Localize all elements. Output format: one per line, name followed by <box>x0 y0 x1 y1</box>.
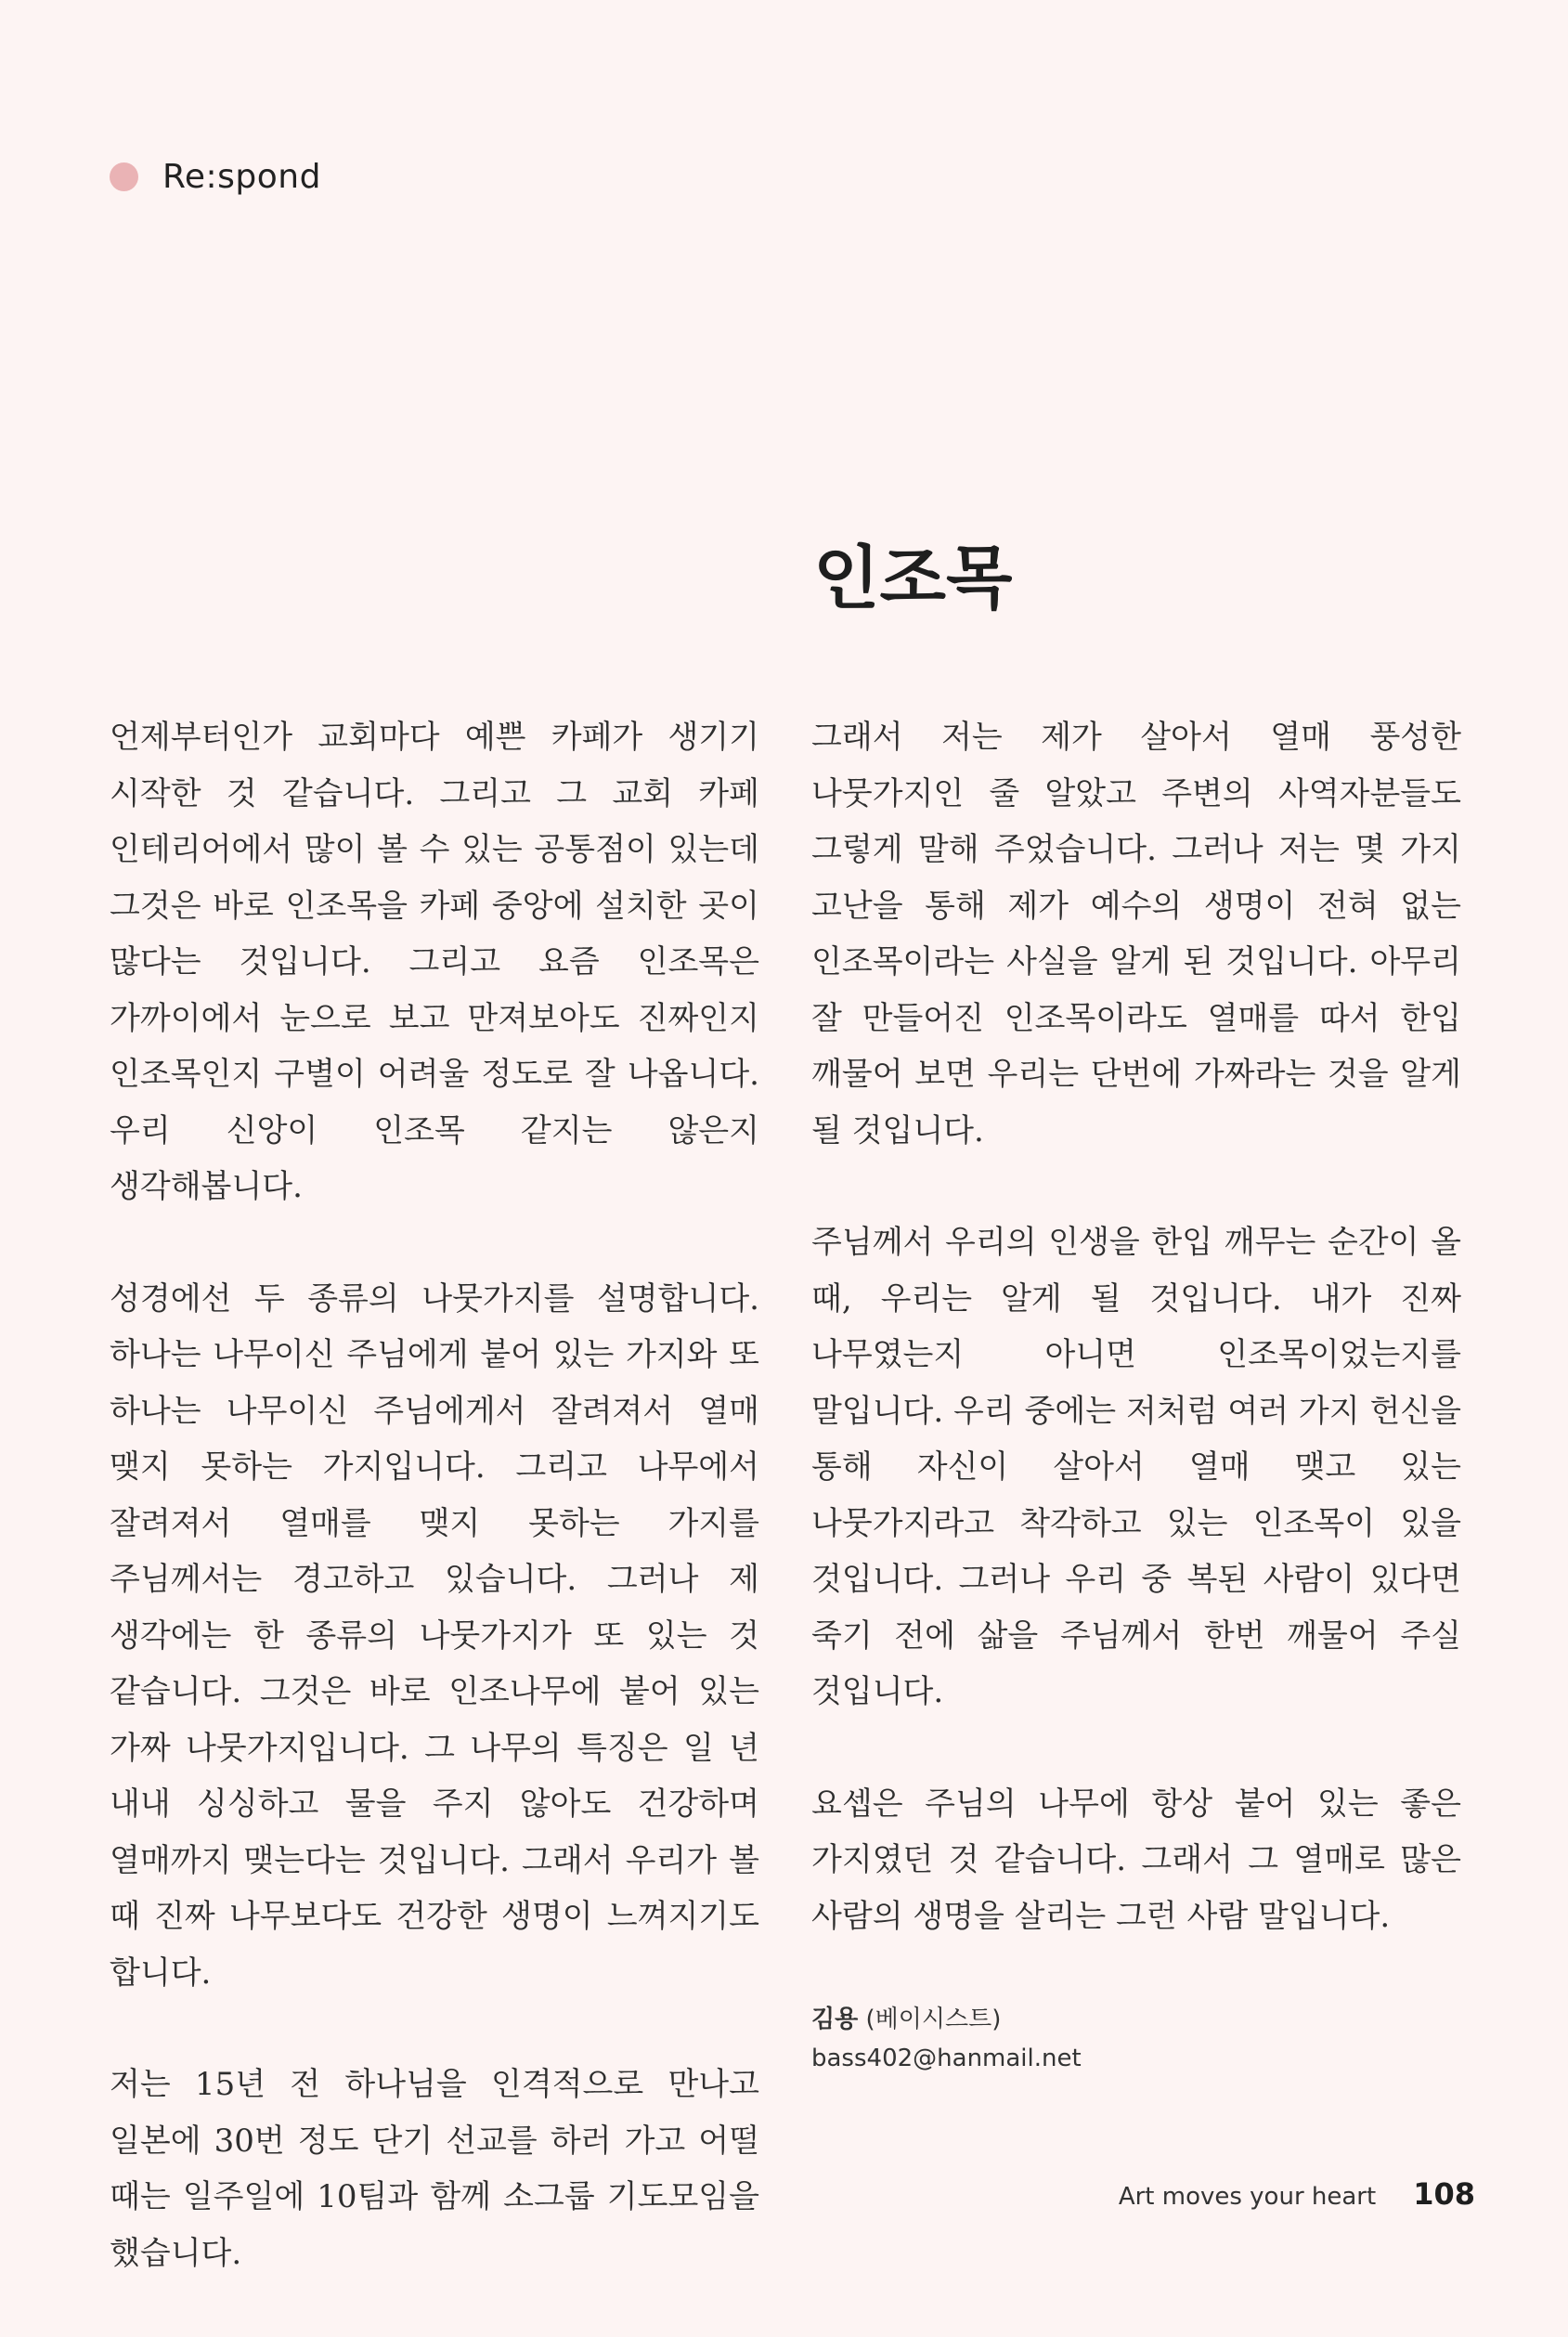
footer-tagline: Art moves your heart <box>1118 2183 1377 2211</box>
page-number: 108 <box>1413 2176 1475 2212</box>
author-line <box>811 2000 1461 2039</box>
body-paragraph: 성경에선 두 종류의 나뭇가지를 설명합니다. 하나는 나무이신 주님에게 붙어 있는 가지와 또 하나는 나무이신 주님에게서 잘려져서 열매 맺지 못하는 가지입니다. 그리고 나무에서 잘려져서 열매를 맺지 못하는 가지를 주님께서는 경고하고 있습니다. 그러나 제 생각에는 한 종류의 나뭇가지가 또 있는 것 같습니다. 그것은 바로 인조나무에 붙어 있는 가짜 나뭇가지입니다. 그 나무의 특징은 일 년 내내 싱싱하고 물을 주지 않아도 건강하며 열매까지 맺는다는 것입니다. 그래서 우리가 볼 때 진짜 나무보다도 건강한 생명이 느껴지기도 합니다. <box>110 1279 759 1992</box>
body-paragraph: 주님께서 우리의 인생을 한입 깨무는 순간이 올 때, 우리는 알게 될 것입니다. 내가 진짜 나무였는지 아니면 인조목이었는지를 말입니다. 우리 중에는 저처럼 여러 가지 헌신을 통해 자신이 살아서 열매 맺고 있는 나뭇가지라고 착각하고 있는 인조목이 있을 것입니다. 그러나 우리 중 복된 사람이 있다면 죽기 전에 삶을 주님께서 한번 깨물어 주실 것입니다. <box>811 1224 1461 1710</box>
author-email: bass402@hanmail.net <box>811 2045 1082 2072</box>
section-tag <box>110 158 321 196</box>
section-dot-icon <box>110 162 138 191</box>
body-paragraph: 요셉은 주님의 나무에 항상 붙어 있는 좋은 가지였던 것 같습니다. 그래서 그 열매로 많은 사람의 생명을 살리는 그런 사람 말입니다. <box>811 1785 1461 1935</box>
right-column <box>811 709 1461 2078</box>
body-paragraph: 저는 15년 전 하나님을 인격적으로 만나고 일본에 30번 정도 단기 선교를 하러 가고 어떨 때는 일주일에 10팀과 함께 소그룹 기도모임을 했습니다. <box>110 2066 759 2272</box>
article-title: 인조목 <box>813 539 1013 618</box>
author-role: (베이시스트) <box>865 2006 1002 2033</box>
body-paragraph: 그래서 저는 제가 살아서 열매 풍성한 나뭇가지인 줄 알았고 주변의 사역자분들도 그렇게 말해 주었습니다. 그러나 저는 몇 가지 고난을 통해 제가 예수의 생명이 전혀 없는 인조목이라는 사실을 알게 된 것입니다. 아무리 잘 만들어진 인조목이라도 열매를 따서 한입 깨물어 보면 우리는 단번에 가짜라는 것을 알게 될 것입니다. <box>811 719 1461 1149</box>
left-column <box>110 709 759 2337</box>
body-paragraph: 언제부터인가 교회마다 예쁜 카페가 생기기 시작한 것 같습니다. 그리고 그 교회 카페 인테리어에서 많이 볼 수 있는 공통점이 있는데 그것은 바로 인조목을 카페 중앙에 설치한 곳이 많다는 것입니다. 그리고 요즘 인조목은 가까이에서 눈으로 보고 만져보아도 진짜인지 인조목인지 구별이 어려울 정도로 잘 나옵니다. 우리 신앙이 인조목 같지는 않은지 생각해봅니다. <box>110 719 759 1205</box>
section-label: Re:spond <box>162 158 321 196</box>
page-footer <box>1119 2176 1475 2212</box>
author-name: 김용 <box>811 2006 859 2033</box>
author-info <box>811 2000 1461 2078</box>
